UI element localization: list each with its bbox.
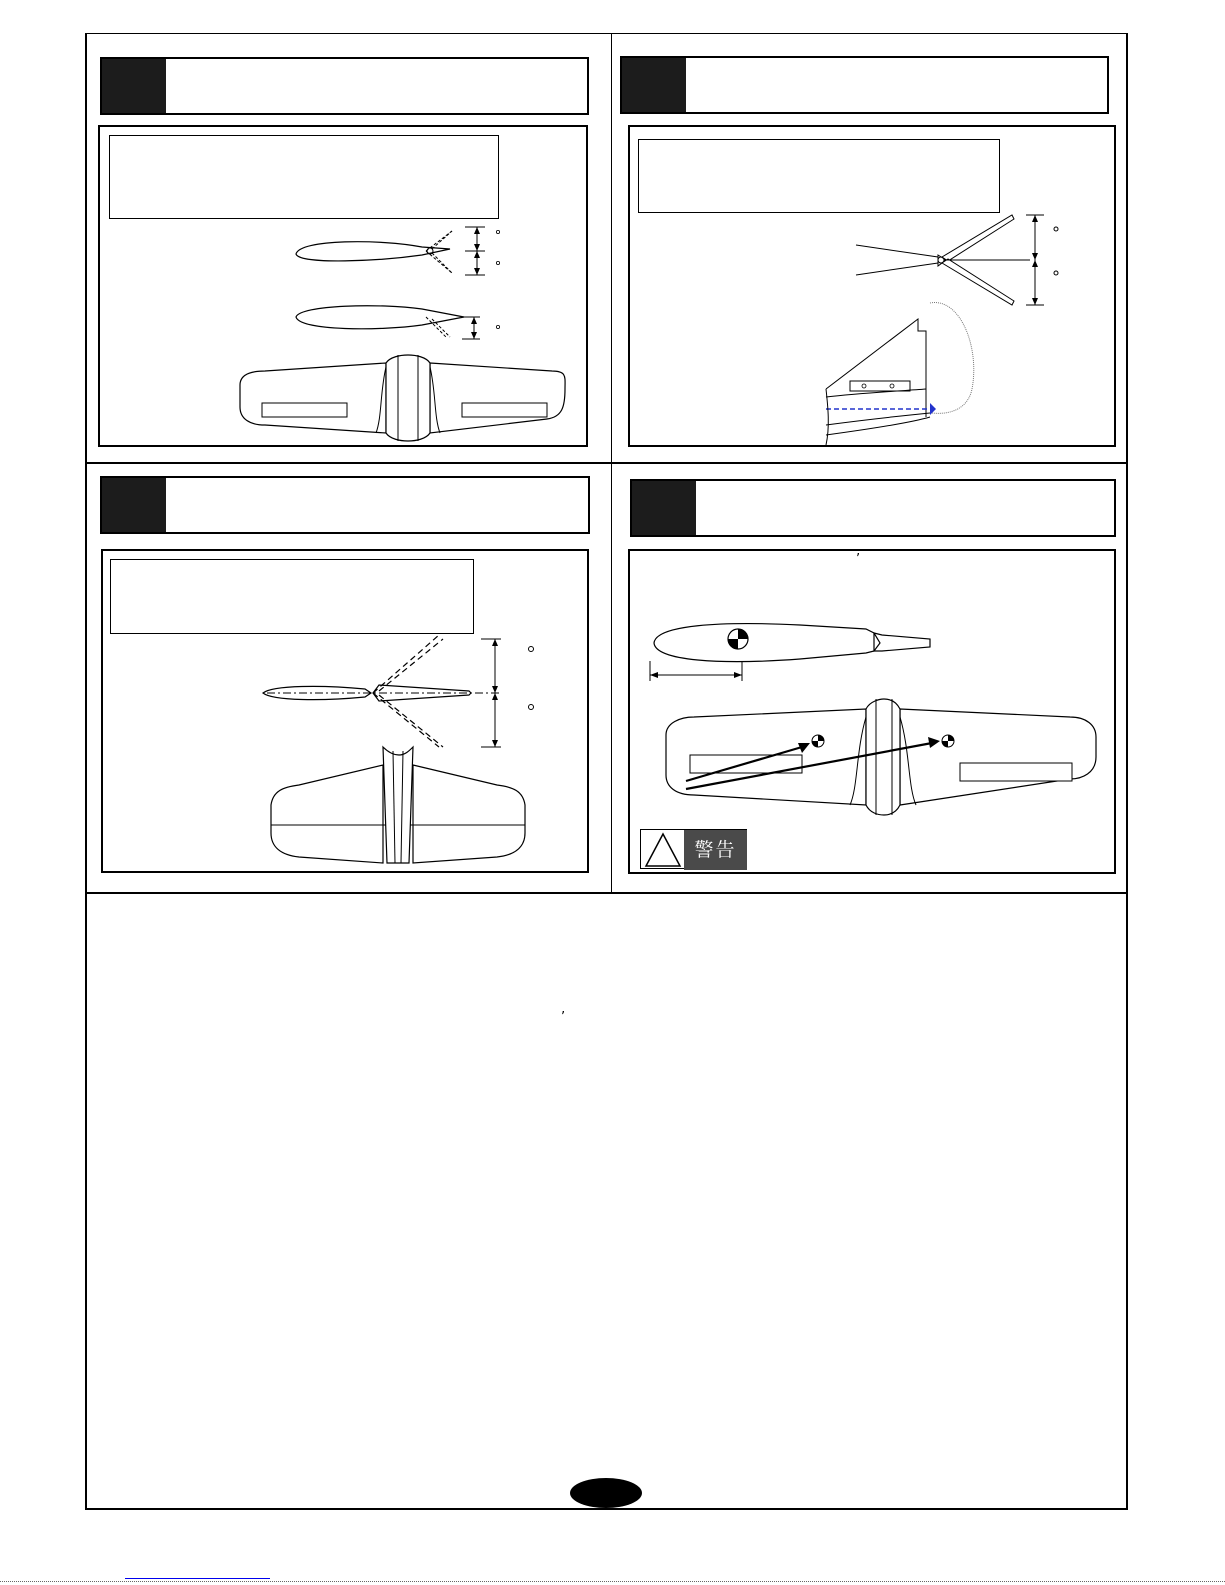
step-header-aileron	[100, 57, 589, 115]
horizontal-divider-bottom	[86, 892, 1126, 894]
warning-badge	[640, 829, 747, 869]
punctuation-mark: ’	[856, 552, 861, 567]
link-underline	[125, 1578, 270, 1579]
center-of-gravity-diagram	[630, 551, 1118, 876]
step-header-elevator	[100, 476, 590, 534]
center-of-gravity-icon	[812, 735, 824, 747]
elevator-panel	[101, 549, 589, 873]
step-header-rudder	[620, 56, 1109, 114]
aileron-diagram	[100, 127, 590, 449]
horizontal-divider-top	[86, 462, 1126, 464]
step-number-box	[632, 481, 696, 535]
rudder-panel	[628, 125, 1116, 447]
aileron-panel	[98, 125, 588, 447]
step-header-center-of-gravity	[630, 479, 1116, 537]
elevator-diagram	[103, 551, 591, 875]
step-number-box	[622, 58, 686, 112]
step-number-box	[102, 59, 166, 113]
step-number-box	[102, 478, 166, 532]
warning-label: 警告	[684, 830, 747, 870]
page-number-oval	[570, 1478, 642, 1508]
rudder-diagram	[630, 127, 1118, 449]
punctuation-mark: ’	[561, 1010, 566, 1025]
page-bottom-rule	[0, 1581, 1225, 1582]
warning-triangle-icon	[643, 831, 683, 869]
center-of-gravity-icon	[728, 629, 748, 649]
center-of-gravity-icon	[942, 735, 954, 747]
center-of-gravity-panel	[628, 549, 1116, 874]
